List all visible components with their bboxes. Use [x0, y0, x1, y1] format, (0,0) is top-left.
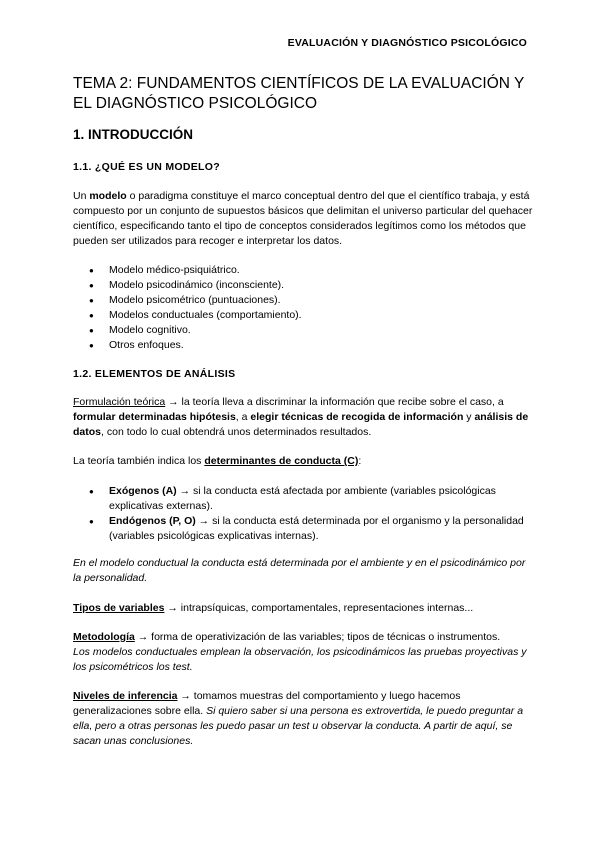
subsection-heading-elementos: 1.2. ELEMENTOS DE ANÁLISIS — [73, 368, 236, 380]
bold-term: formular determinadas hipótesis — [73, 411, 236, 423]
list-item — [73, 484, 533, 514]
bold-term: elegir técnicas de recogida de información — [250, 411, 464, 423]
section-heading-introduccion: 1. INTRODUCCIÓN — [73, 127, 194, 142]
text: : — [358, 455, 362, 467]
list-item: ● Modelo psicodinámico (inconsciente). — [73, 278, 533, 293]
running-header: EVALUACIÓN Y DIAGNÓSTICO PSICOLÓGICO — [287, 37, 527, 49]
bold-term: Exógenos (A) — [109, 485, 177, 497]
text: , a — [235, 411, 251, 423]
list-item: ● Modelo cognitivo. — [73, 323, 533, 338]
paragraph-formulacion-teorica — [73, 395, 533, 440]
italic-text: Los modelos conductuales emplean la observación, los psicodinámicos las pruebas proyectivas y los psicométricos los test. — [73, 646, 527, 673]
list-item: ● Modelos conductuales (comportamiento). — [73, 308, 533, 323]
term-metodologia: Metodología — [73, 631, 135, 643]
term-niveles-inferencia: Niveles de inferencia — [73, 690, 178, 702]
text: y — [463, 411, 475, 423]
bold-term: análisis de datos — [73, 411, 529, 438]
text: La teoría también indica los — [73, 455, 205, 467]
models-list — [73, 263, 533, 353]
term-formulacion-teorica: Formulación teórica — [73, 396, 166, 408]
italic-text: Si quiero saber si una persona es extrovertida, le puedo preguntar a ella, pero a otras personas les puedo pasar un test u observar la conducta. A partir de aquí, se sacan unas conclusiones. — [73, 705, 524, 747]
bold-term: Endógenos (P, O) — [109, 515, 196, 527]
text: o paradigma constituye el marco conceptual dentro del que el científico trabaja, y está compuesto por un conjunto de supuestos básicos que delimitan el universo particular del quehacer científico, especificando tanto el tipo de conceptos considerados legítimos como los métodos que pueden ser utilizados para recoger e interpretar los datos. — [73, 190, 533, 247]
text: → tomamos muestras del comportamiento y luego hacemos generalizaciones sobre ella. — [73, 690, 461, 717]
text: → la teoría lleva a discriminar la información que recibe sobre el caso, a — [165, 396, 504, 408]
paragraph-metodologia — [73, 630, 533, 675]
text: Un — [73, 190, 90, 202]
determinants-list — [73, 484, 533, 544]
term-tipos-variables: Tipos de variables — [73, 602, 165, 614]
document-title: TEMA 2: FUNDAMENTOS CIENTÍFICOS DE LA EVALUACIÓN Y EL DIAGNÓSTICO PSICOLÓGICO — [73, 75, 525, 112]
paragraph-niveles-inferencia — [73, 689, 533, 749]
term-determinantes-conducta: determinantes de conducta (C) — [204, 455, 359, 467]
text: → si la conducta está afectada por ambiente (variables psicológicas explicativas externas). — [109, 485, 496, 512]
subsection-heading-modelo: 1.1. ¿QUÉ ES UN MODELO? — [73, 161, 220, 173]
bold-term-modelo: modelo — [89, 190, 127, 202]
list-item: ● Modelo médico-psiquiátrico. — [73, 263, 533, 278]
text: → intrapsíquicas, comportamentales, representaciones internas... — [164, 602, 474, 614]
text: , con todo lo cual obtendrá unos determinados resultados. — [101, 426, 372, 438]
paragraph-determinantes — [73, 454, 533, 469]
list-item: ● Modelo psicométrico (puntuaciones). — [73, 293, 533, 308]
paragraph-modelo — [73, 189, 533, 249]
list-item — [73, 514, 533, 544]
text: → si la conducta está determinada por el organismo y la personalidad (variables psicológicas explicativas internas). — [109, 515, 524, 542]
paragraph-tipos-variables — [73, 601, 533, 616]
italic-note: En el modelo conductual la conducta está determinada por el ambiente y en el psicodinámico por la personalidad. — [73, 557, 526, 584]
list-item: ● Otros enfoques. — [73, 338, 533, 353]
text: → forma de operativización de las variables; tipos de técnicas o instrumentos. — [134, 631, 501, 643]
